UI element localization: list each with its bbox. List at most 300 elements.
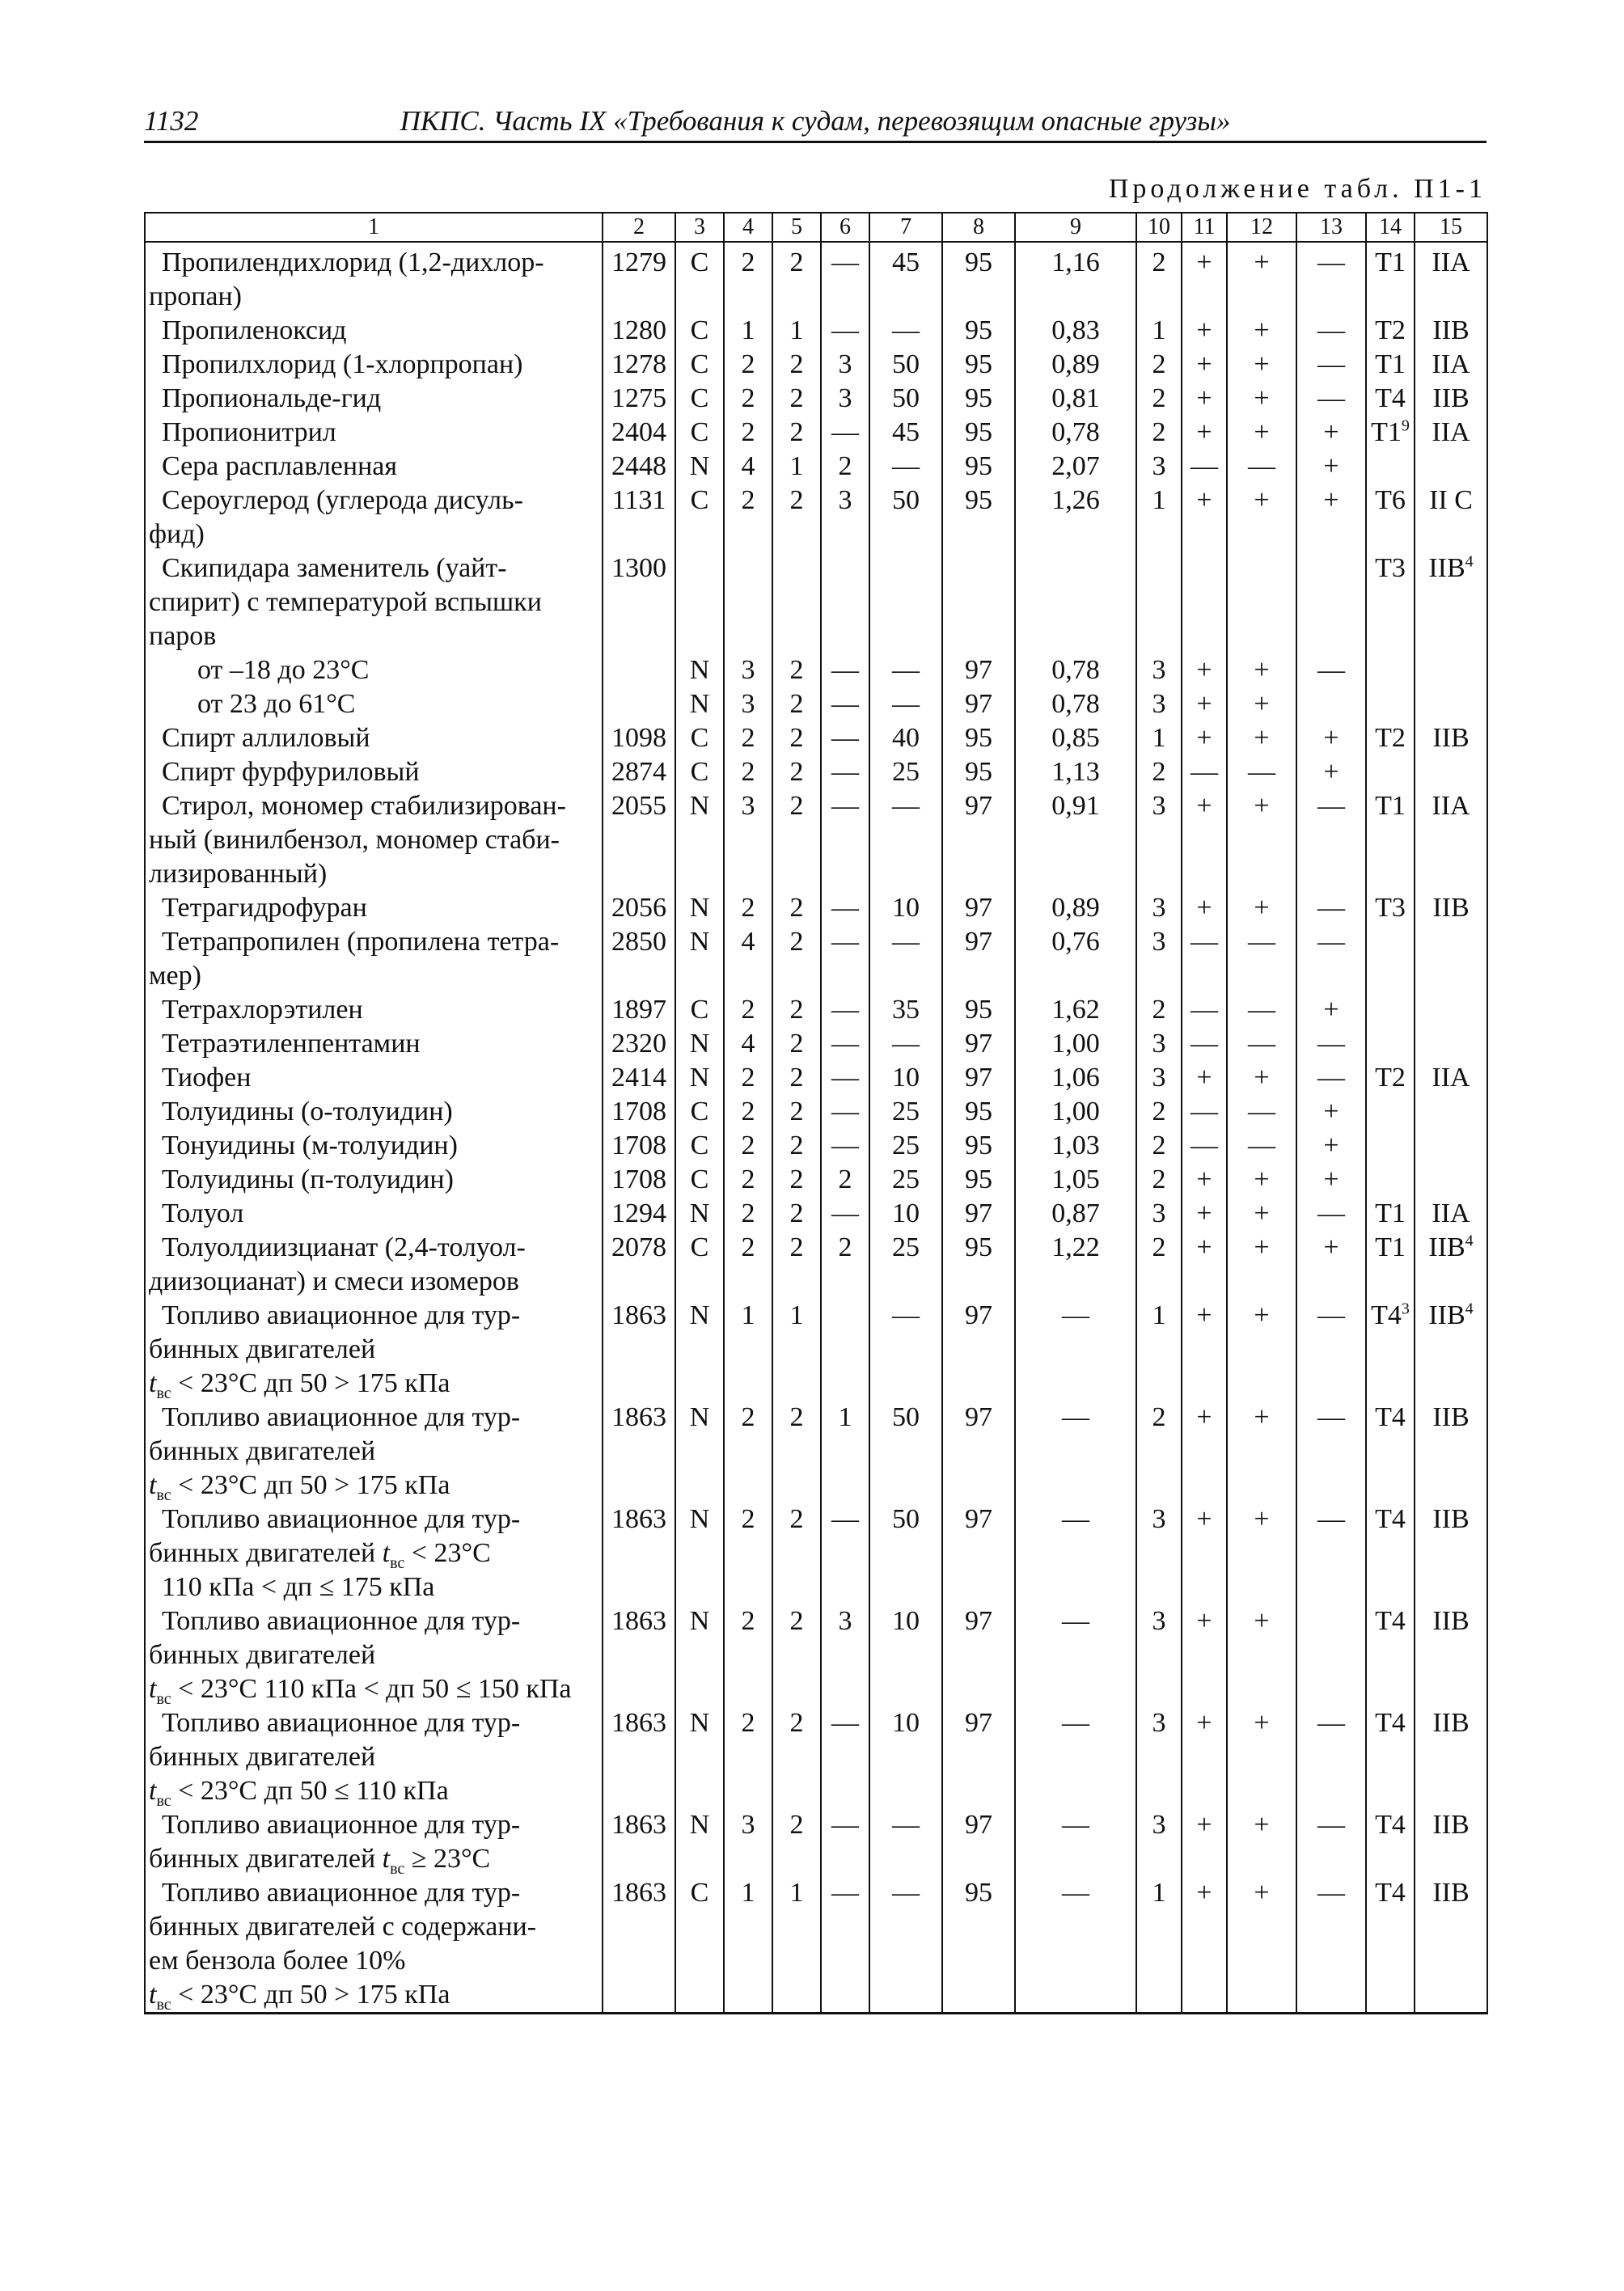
cell-col-3: N [675,891,724,925]
cell-col-2: 1897 [603,993,675,1027]
cell-col-3: C [675,314,724,348]
cell-col-8: 95 [942,450,1015,484]
cell-col-14: T2 [1366,1061,1415,1095]
table-row [145,1197,1487,1231]
cell-col-13: + [1296,1231,1366,1299]
cell-col-15: IIB [1415,1808,1487,1876]
cell-col-7: — [869,450,942,484]
cell-col-2: 1278 [603,348,675,382]
name-line: Тетрагидрофуран [162,893,367,923]
cell-col-14: T2 [1366,721,1415,755]
cell-col-7: 25 [869,1129,942,1163]
cell-col-9: 2,07 [1015,450,1136,484]
column-header-15: 15 [1415,213,1487,242]
cell-col-8: 95 [942,1163,1015,1197]
substance-name [145,552,603,653]
cell-col-11: + [1182,314,1227,348]
temperature-symbol: t [149,1776,157,1806]
cell-col-7: 50 [869,1401,942,1503]
substance-name [145,993,603,1027]
cell-col-15 [1415,993,1487,1027]
cell-col-12: — [1227,1027,1296,1061]
cell-col-6: — [821,1876,869,2014]
cell-col-2: 2078 [603,1231,675,1299]
cell-col-7 [869,552,942,653]
cell-col-8: 97 [942,1197,1015,1231]
cell-col-4: 2 [724,891,772,925]
cell-col-8: 97 [942,891,1015,925]
cell-col-4: 3 [724,1808,772,1876]
table-row [145,891,1487,925]
cell-col-4: 3 [724,687,772,721]
name-line: от –18 до 23°С [197,655,370,685]
cell-col-15 [1415,1095,1487,1129]
cell-col-15: IIA [1415,416,1487,450]
cell-col-10: 2 [1136,416,1182,450]
cell-col-3: N [675,925,724,993]
cell-col-11: — [1182,925,1227,993]
cell-col-7: 45 [869,416,942,450]
cell-col-9: — [1015,1706,1136,1808]
cell-col-7: 10 [869,1706,942,1808]
footnote-mark: 4 [1465,1232,1474,1250]
substance-name [145,1706,603,1808]
cell-col-7: — [869,1027,942,1061]
cell-col-10: 3 [1136,1706,1182,1808]
cell-col-3: C [675,1129,724,1163]
cell-col-6: — [821,687,869,721]
cell-col-4: 2 [724,1129,772,1163]
cell-col-5: 2 [772,484,821,552]
cell-col-10: 2 [1136,242,1182,314]
table-row [145,1706,1487,1808]
table-row [145,382,1487,416]
cell-col-10: 3 [1136,1061,1182,1095]
cell-col-5: 2 [772,416,821,450]
cell-col-14 [1366,687,1415,721]
substance-name [145,721,603,755]
temperature-subscript: вс [390,1859,405,1876]
cell-col-3: N [675,1299,724,1401]
cell-col-5: 2 [772,1231,821,1299]
cell-col-13: — [1296,382,1366,416]
cell-col-4: 1 [724,314,772,348]
cell-col-14: T4 [1366,1401,1415,1503]
cell-col-11: — [1182,755,1227,789]
cell-col-2: 1275 [603,382,675,416]
cell-col-11: + [1182,1299,1227,1401]
name-line: Топливо авиационное для тур- [162,1606,521,1636]
cell-col-6: — [821,1095,869,1129]
cell-col-14: T4 [1366,1706,1415,1808]
cell-col-6: — [821,755,869,789]
column-header-12: 12 [1227,213,1296,242]
cell-col-7: 35 [869,993,942,1027]
cell-col-14: T4 [1366,1808,1415,1876]
temperature-condition: $t_{вс} < 23^\circ С$ дп 50 > 175 кПа [149,1470,450,1503]
cell-col-8: 95 [942,416,1015,450]
cell-col-15 [1415,653,1487,687]
cell-col-6: 2 [821,1231,869,1299]
cell-col-6: 2 [821,450,869,484]
cell-col-10: 2 [1136,348,1182,382]
table-row [145,1061,1487,1095]
cell-col-12: + [1227,1061,1296,1095]
cell-col-11: + [1182,382,1227,416]
name-line: от 23 до 61°С [197,689,356,719]
cell-col-7: 10 [869,891,942,925]
cell-col-2: 1863 [603,1604,675,1706]
cell-col-8: 97 [942,1604,1015,1706]
cell-col-15: IIB [1415,314,1487,348]
cell-col-6 [821,552,869,653]
cell-col-13: — [1296,1808,1366,1876]
table-row [145,242,1487,314]
name-line: Тетрахлорэтилен [162,995,363,1025]
cell-col-3: N [675,687,724,721]
cell-col-7: — [869,1876,942,2014]
table-continuation-caption: Продолжение табл. П1-1 [1108,174,1487,204]
cell-col-2: 2055 [603,789,675,891]
cell-col-6: — [821,925,869,993]
cell-col-14: $T1^9$ [1366,416,1415,450]
cell-col-11: + [1182,1061,1227,1095]
cell-col-2: 2850 [603,925,675,993]
name-line: Топливо авиационное для тур- [162,1402,521,1432]
cell-col-4: 2 [724,1401,772,1503]
name-line: Тиофен [162,1063,252,1093]
temperature-symbol: t [149,1980,157,2010]
cell-col-15: IIB$^4$ [1415,552,1487,653]
condition-line: 110 кПа < дп ≤ 175 кПа [162,1572,435,1602]
temperature-subscript: вс [156,1384,171,1401]
cell-col-5: 1 [772,1299,821,1401]
cell-col-12: + [1227,416,1296,450]
cell-col-5: 2 [772,789,821,891]
cell-col-5: 2 [772,1401,821,1503]
cell-col-5: 2 [772,653,821,687]
cell-col-9: 0,81 [1015,382,1136,416]
cell-col-10: 2 [1136,755,1182,789]
temperature-symbol: t [382,1844,391,1874]
temperature-subscript: вс [156,1791,171,1808]
cell-col-14: T3 [1366,891,1415,925]
cell-col-5: 2 [772,755,821,789]
cell-col-9: — [1015,1604,1136,1706]
name-line: ем бензола более 10% [149,1946,406,1976]
substance-name [145,1197,603,1231]
cell-col-15: IIB [1415,1706,1487,1808]
name-line: бинных двигателей [149,1334,376,1364]
temperature-subscript: вс [156,1995,171,2014]
cell-col-14 [1366,1095,1415,1129]
cell-col-8: 97 [942,1808,1015,1876]
cell-col-2: 1863 [603,1401,675,1503]
cell-col-12 [1227,552,1296,653]
footnote-mark: 3 [1401,1300,1410,1318]
cell-col-6: 1 [821,1401,869,1503]
cell-col-8: 95 [942,1129,1015,1163]
cell-col-13: + [1296,450,1366,484]
name-line: Скипидара заменитель (уайт- [162,553,507,583]
cell-col-15: IIA [1415,1061,1487,1095]
name-line: лизированный) [149,859,328,889]
cell-col-2: 1708 [603,1095,675,1129]
cell-col-13: — [1296,1299,1366,1401]
cell-col-3: N [675,450,724,484]
temperature-condition: $t_{вс} < 23^\circ С$ дп 50 > 175 кПа [149,1368,450,1401]
cell-col-3: C [675,484,724,552]
cell-col-13 [1296,687,1366,721]
cell-col-13: — [1296,925,1366,993]
column-header-5: 5 [772,213,821,242]
substance-name [145,1027,603,1061]
substance-name [145,1061,603,1095]
cell-col-12: + [1227,1706,1296,1808]
substance-name [145,1299,603,1401]
cell-col-8: 97 [942,1503,1015,1604]
name-line: диизоцианат) и смеси изомеров [149,1266,519,1296]
table-row [145,1876,1487,2014]
cell-col-8: 95 [942,242,1015,314]
cell-col-4: 3 [724,653,772,687]
substance-name [145,484,603,552]
cell-col-15: IIB [1415,1503,1487,1604]
cell-col-13: — [1296,1503,1366,1604]
cell-col-3: C [675,1231,724,1299]
table-row [145,552,1487,653]
cell-col-5: 2 [772,891,821,925]
cell-col-5: 2 [772,1027,821,1061]
cell-col-4: 4 [724,1027,772,1061]
table-row [145,925,1487,993]
cell-col-3: C [675,382,724,416]
table-row [145,1503,1487,1604]
substance-name [145,687,603,721]
cell-col-7: 10 [869,1604,942,1706]
cell-col-10: 3 [1136,1027,1182,1061]
name-line: Пропиленоксид [162,315,347,345]
column-header-9: 9 [1015,213,1136,242]
cell-col-13: + [1296,755,1366,789]
cell-col-11: — [1182,450,1227,484]
column-header-8: 8 [942,213,1015,242]
cell-col-12: — [1227,450,1296,484]
cell-col-4: 1 [724,1299,772,1401]
column-header-3: 3 [675,213,724,242]
cell-col-12: + [1227,687,1296,721]
cell-col-13: — [1296,1061,1366,1095]
cell-col-11: + [1182,348,1227,382]
table-row [145,1095,1487,1129]
cell-col-10: 2 [1136,1231,1182,1299]
cell-col-4: 2 [724,1503,772,1604]
cell-col-15: II C [1415,484,1487,552]
cell-col-3: N [675,1503,724,1604]
table-row [145,993,1487,1027]
cell-col-10: 1 [1136,1299,1182,1401]
cell-col-2: 2404 [603,416,675,450]
cell-col-8 [942,552,1015,653]
page-title: ПКПС. Часть IX «Требования к судам, перевозящим опасные грузы» [400,105,1231,137]
cell-col-3: N [675,1027,724,1061]
cell-col-12: — [1227,755,1296,789]
cell-col-9: 0,85 [1015,721,1136,755]
cell-col-14 [1366,1129,1415,1163]
table-row [145,484,1487,552]
cell-col-3: N [675,1808,724,1876]
cell-col-12: + [1227,382,1296,416]
cell-col-9 [1015,552,1136,653]
cell-col-5: 2 [772,1604,821,1706]
cell-col-11: + [1182,891,1227,925]
column-header-4: 4 [724,213,772,242]
name-line: спирит) с температурой вспышки [149,587,542,617]
cell-col-4: 2 [724,721,772,755]
name-line: Толуидины (о-толуидин) [162,1097,453,1126]
table-row [145,653,1487,687]
cell-col-5: 2 [772,1095,821,1129]
cell-col-9: — [1015,1808,1136,1876]
temperature-subscript: вс [156,1486,171,1503]
cell-col-12: + [1227,484,1296,552]
cell-col-3: N [675,653,724,687]
cell-col-4: 2 [724,993,772,1027]
cell-col-14 [1366,755,1415,789]
cell-col-9: 0,89 [1015,348,1136,382]
cell-col-7: — [869,789,942,891]
page-header [144,104,1487,143]
cell-col-7: 50 [869,382,942,416]
cell-col-14 [1366,1163,1415,1197]
cell-col-5: 1 [772,1876,821,2014]
cell-col-5: 2 [772,382,821,416]
cell-col-9: — [1015,1503,1136,1604]
cell-col-5: 2 [772,687,821,721]
cell-col-3 [675,552,724,653]
cell-col-8: 97 [942,687,1015,721]
cell-col-15 [1415,1163,1487,1197]
cell-col-12: + [1227,1604,1296,1706]
cell-col-14: $T4^3$ [1366,1299,1415,1401]
cell-col-12: — [1227,1095,1296,1129]
name-line: Тонуидины (м-толуидин) [162,1131,458,1160]
cell-col-4: 2 [724,382,772,416]
cell-col-6: — [821,416,869,450]
cell-col-14: T1 [1366,1231,1415,1299]
cell-col-4: 2 [724,1163,772,1197]
cell-col-10: 2 [1136,1129,1182,1163]
name-line: Сера расплавленная [162,451,397,481]
cell-col-15: IIB [1415,1876,1487,2014]
cell-col-9: 0,83 [1015,314,1136,348]
cell-col-5: 2 [772,1129,821,1163]
cell-col-7: 50 [869,484,942,552]
cell-col-9: 0,89 [1015,891,1136,925]
substance-name [145,1808,603,1876]
cell-col-6: — [821,1027,869,1061]
cell-col-3: N [675,1061,724,1095]
substance-name [145,891,603,925]
cell-col-14: T4 [1366,1503,1415,1604]
cell-col-5: 2 [772,1808,821,1876]
cell-col-4: 2 [724,1095,772,1129]
cell-col-2 [603,687,675,721]
cell-col-10: 3 [1136,1503,1182,1604]
cell-col-4: 2 [724,755,772,789]
cell-col-3: C [675,1095,724,1129]
cell-col-10: 1 [1136,314,1182,348]
cell-col-9: 1,06 [1015,1061,1136,1095]
substance-name [145,242,603,314]
substance-name [145,1503,603,1604]
cell-col-4: 2 [724,484,772,552]
cell-col-6: — [821,1503,869,1604]
cell-col-2: 1279 [603,242,675,314]
cell-col-3: C [675,416,724,450]
cell-col-9: 0,78 [1015,687,1136,721]
table-row [145,1027,1487,1061]
name-line: бинных двигателей [149,1640,376,1670]
substance-name [145,789,603,891]
table-row [145,1808,1487,1876]
cell-col-12: + [1227,1876,1296,2014]
cell-col-4: 2 [724,1706,772,1808]
cell-col-10: 2 [1136,382,1182,416]
cell-col-2: 1280 [603,314,675,348]
cell-col-11: — [1182,1027,1227,1061]
column-header-13: 13 [1296,213,1366,242]
name-line: Спирт аллиловый [162,723,370,753]
cell-col-10: 3 [1136,1604,1182,1706]
cell-col-2: 2874 [603,755,675,789]
substance-name [145,755,603,789]
table-row [145,416,1487,450]
cell-col-7: — [869,314,942,348]
cell-col-11: + [1182,242,1227,314]
name-line: паров [149,621,217,651]
cell-col-13: + [1296,484,1366,552]
temperature-symbol: t [149,1470,157,1500]
cell-col-2: 1098 [603,721,675,755]
substance-name [145,450,603,484]
cell-col-13: — [1296,1401,1366,1503]
cell-col-2: 1863 [603,1808,675,1876]
column-header-1: 1 [145,213,603,242]
cell-col-9: 0,91 [1015,789,1136,891]
cell-col-11: + [1182,1401,1227,1503]
name-line: ный (винилбензол, мономер стаби- [149,825,560,855]
cell-col-8: 95 [942,382,1015,416]
cell-col-11: + [1182,1503,1227,1604]
name-line: Толуол [162,1198,244,1228]
cell-col-3: N [675,1197,724,1231]
cell-col-7: 25 [869,1095,942,1129]
table-header-row [145,213,1487,242]
table-row [145,1163,1487,1197]
cell-col-7: 10 [869,1197,942,1231]
cell-col-13: — [1296,314,1366,348]
cell-col-15 [1415,450,1487,484]
table-row [145,789,1487,891]
cell-col-10: 3 [1136,687,1182,721]
table-row [145,450,1487,484]
cell-col-9: 1,26 [1015,484,1136,552]
cell-col-5: 2 [772,1706,821,1808]
cell-col-7: — [869,1299,942,1401]
name-line: мер) [149,961,201,991]
cell-col-5: 2 [772,925,821,993]
